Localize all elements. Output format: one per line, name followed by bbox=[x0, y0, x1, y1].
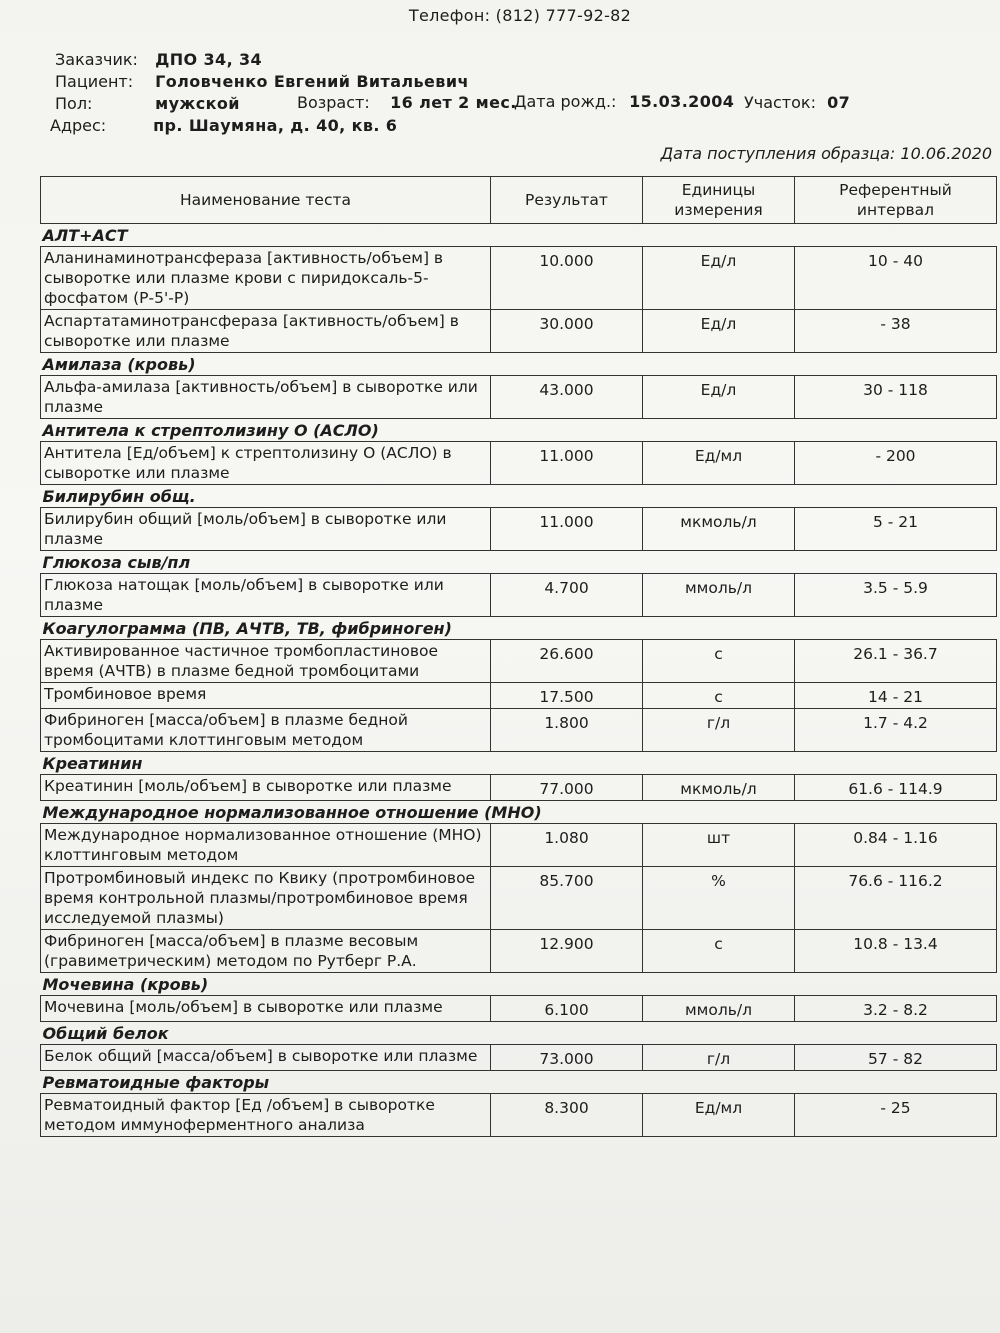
col-unit-header: Единицы измерения bbox=[643, 177, 795, 224]
result-cell: 10.000 bbox=[491, 247, 643, 310]
address-value: пр. Шаумяна, д. 40, кв. 6 bbox=[153, 116, 398, 135]
group-title: Антитела к стрептолизину О (АСЛО) bbox=[41, 419, 997, 442]
table-row bbox=[41, 247, 997, 310]
dob-value: 15.03.2004 bbox=[629, 92, 735, 111]
unit-cell: с bbox=[643, 683, 795, 709]
test-name-cell: Ревматоидный фактор [Ед /объем] в сыворотке методом иммуноферментного анализа bbox=[41, 1094, 491, 1137]
district-value: 07 bbox=[827, 93, 851, 112]
table-row bbox=[41, 709, 997, 752]
test-name-cell: Активированное частичное тромбопластиновое время (АЧТВ) в плазме бедной тромбоцитами bbox=[41, 640, 491, 683]
address-row bbox=[50, 116, 397, 135]
result-cell: 8.300 bbox=[491, 1094, 643, 1137]
reference-cell: 57 - 82 bbox=[795, 1045, 997, 1071]
test-name-cell: Мочевина [моль/объем] в сыворотке или плазме bbox=[41, 996, 491, 1022]
reference-cell: 10 - 40 bbox=[795, 247, 997, 310]
test-name-cell: Аспартатаминотрансфераза [активность/объем] в сыворотке или плазме bbox=[41, 310, 491, 353]
unit-cell: г/л bbox=[643, 709, 795, 752]
patient-label: Пациент: bbox=[55, 72, 134, 91]
lab-phone: Телефон: (812) 777-92-82 bbox=[408, 6, 632, 25]
reference-cell: 26.1 - 36.7 bbox=[795, 640, 997, 683]
reference-cell: - 200 bbox=[795, 442, 997, 485]
reference-cell: 61.6 - 114.9 bbox=[795, 775, 997, 801]
results-table bbox=[40, 176, 997, 1137]
group-title: Общий белок bbox=[41, 1022, 997, 1045]
table-row bbox=[41, 508, 997, 551]
result-cell: 30.000 bbox=[491, 310, 643, 353]
dob-label: Дата рожд.: bbox=[514, 92, 617, 111]
group-header-row bbox=[41, 801, 997, 824]
reference-cell: - 38 bbox=[795, 310, 997, 353]
test-name-cell: Антитела [Ед/объем] к стрептолизину О (АСЛО) в сыворотке или плазме bbox=[41, 442, 491, 485]
result-cell: 12.900 bbox=[491, 930, 643, 973]
unit-cell: % bbox=[643, 867, 795, 930]
result-cell: 26.600 bbox=[491, 640, 643, 683]
result-cell: 11.000 bbox=[491, 442, 643, 485]
table-row bbox=[41, 867, 997, 930]
test-name-cell: Фибриноген [масса/объем] в плазме бедной тромбоцитами клоттинговым методом bbox=[41, 709, 491, 752]
reference-cell: 0.84 - 1.16 bbox=[795, 824, 997, 867]
group-header-row bbox=[41, 752, 997, 775]
unit-cell: с bbox=[643, 640, 795, 683]
result-cell: 6.100 bbox=[491, 996, 643, 1022]
result-cell: 43.000 bbox=[491, 376, 643, 419]
result-cell: 1.800 bbox=[491, 709, 643, 752]
group-header-row bbox=[41, 617, 997, 640]
table-row bbox=[41, 640, 997, 683]
unit-cell: Ед/л bbox=[643, 310, 795, 353]
reference-cell: 10.8 - 13.4 bbox=[795, 930, 997, 973]
unit-cell: ммоль/л bbox=[643, 996, 795, 1022]
test-name-cell: Альфа-амилаза [активность/объем] в сыворотке или плазме bbox=[41, 376, 491, 419]
unit-cell: с bbox=[643, 930, 795, 973]
reference-cell: 3.2 - 8.2 bbox=[795, 996, 997, 1022]
result-cell: 17.500 bbox=[491, 683, 643, 709]
result-cell: 11.000 bbox=[491, 508, 643, 551]
result-cell: 77.000 bbox=[491, 775, 643, 801]
age-label: Возраст: bbox=[297, 93, 370, 112]
group-header-row bbox=[41, 419, 997, 442]
group-header-row bbox=[41, 1022, 997, 1045]
group-title: Международное нормализованное отношение (МНО) bbox=[41, 801, 997, 824]
result-cell: 73.000 bbox=[491, 1045, 643, 1071]
reference-cell: 5 - 21 bbox=[795, 508, 997, 551]
customer-label: Заказчик: bbox=[55, 50, 138, 69]
group-header-row bbox=[41, 485, 997, 508]
test-name-cell: Тромбиновое время bbox=[41, 683, 491, 709]
sex-value: мужской bbox=[155, 94, 240, 113]
table-row bbox=[41, 775, 997, 801]
group-title: Глюкоза сыв/пл bbox=[41, 551, 997, 574]
table-row bbox=[41, 376, 997, 419]
results-body bbox=[41, 224, 997, 1137]
sex-label: Пол: bbox=[55, 94, 93, 113]
group-title: Ревматоидные факторы bbox=[41, 1071, 997, 1094]
reference-cell: 76.6 - 116.2 bbox=[795, 867, 997, 930]
group-header-row bbox=[41, 353, 997, 376]
address-label: Адрес: bbox=[50, 116, 107, 135]
dob-block bbox=[514, 92, 734, 111]
test-name-cell: Креатинин [моль/объем] в сыворотке или плазме bbox=[41, 775, 491, 801]
unit-cell: Ед/мл bbox=[643, 442, 795, 485]
test-name-cell: Международное нормализованное отношение (МНО) клоттинговым методом bbox=[41, 824, 491, 867]
result-cell: 85.700 bbox=[491, 867, 643, 930]
age-value: 16 лет 2 мес. bbox=[390, 93, 517, 112]
reference-cell: - 25 bbox=[795, 1094, 997, 1137]
table-row bbox=[41, 824, 997, 867]
table-row bbox=[41, 996, 997, 1022]
district-label: Участок: bbox=[744, 93, 816, 112]
table-row bbox=[41, 310, 997, 353]
test-name-cell: Фибриноген [масса/объем] в плазме весовым (гравиметрическим) методом по Рутберг Р.А. bbox=[41, 930, 491, 973]
group-title: Креатинин bbox=[41, 752, 997, 775]
group-title: Билирубин общ. bbox=[41, 485, 997, 508]
result-cell: 1.080 bbox=[491, 824, 643, 867]
result-cell: 4.700 bbox=[491, 574, 643, 617]
unit-cell: шт bbox=[643, 824, 795, 867]
age-block bbox=[297, 93, 517, 112]
reference-cell: 14 - 21 bbox=[795, 683, 997, 709]
test-name-cell: Билирубин общий [моль/объем] в сыворотке или плазме bbox=[41, 508, 491, 551]
group-title: АЛТ+АСТ bbox=[41, 224, 997, 247]
table-row bbox=[41, 683, 997, 709]
group-title: Амилаза (кровь) bbox=[41, 353, 997, 376]
patient-name: Головченко Евгений Витальевич bbox=[155, 72, 469, 91]
group-header-row bbox=[41, 551, 997, 574]
group-header-row bbox=[41, 973, 997, 996]
group-header-row bbox=[41, 1071, 997, 1094]
table-row bbox=[41, 574, 997, 617]
reference-cell: 30 - 118 bbox=[795, 376, 997, 419]
unit-cell: ммоль/л bbox=[643, 574, 795, 617]
test-name-cell: Глюкоза натощак [моль/объем] в сыворотке или плазме bbox=[41, 574, 491, 617]
test-name-cell: Аланинаминотрансфераза [активность/объем] в сыворотке или плазме крови с пиридоксаль-5-фосфатом (Р-5'-Р) bbox=[41, 247, 491, 310]
patient-row bbox=[55, 72, 469, 91]
table-row bbox=[41, 1045, 997, 1071]
col-ref-header: Референтный интервал bbox=[795, 177, 997, 224]
sample-received-date: Дата поступления образца: 10.06.2020 bbox=[660, 144, 992, 163]
customer-value: ДПО 34, 34 bbox=[155, 50, 263, 69]
col-result-header: Результат bbox=[491, 177, 643, 224]
table-header-row bbox=[41, 177, 997, 224]
table-row bbox=[41, 930, 997, 973]
group-header-row bbox=[41, 224, 997, 247]
district-block bbox=[744, 93, 850, 112]
customer-row bbox=[55, 50, 262, 69]
unit-cell: Ед/мл bbox=[643, 1094, 795, 1137]
col-test-header: Наименование теста bbox=[41, 177, 491, 224]
group-title: Мочевина (кровь) bbox=[41, 973, 997, 996]
unit-cell: мкмоль/л bbox=[643, 775, 795, 801]
sex-row bbox=[55, 94, 240, 113]
unit-cell: г/л bbox=[643, 1045, 795, 1071]
table-row bbox=[41, 1094, 997, 1137]
test-name-cell: Белок общий [масса/объем] в сыворотке или плазме bbox=[41, 1045, 491, 1071]
unit-cell: мкмоль/л bbox=[643, 508, 795, 551]
unit-cell: Ед/л bbox=[643, 376, 795, 419]
unit-cell: Ед/л bbox=[643, 247, 795, 310]
test-name-cell: Протромбиновый индекс по Квику (протромбиновое время контрольной плазмы/протромбиновое время исследуемой плазмы) bbox=[41, 867, 491, 930]
group-title: Коагулограмма (ПВ, АЧТВ, ТВ, фибриноген) bbox=[41, 617, 997, 640]
reference-cell: 1.7 - 4.2 bbox=[795, 709, 997, 752]
reference-cell: 3.5 - 5.9 bbox=[795, 574, 997, 617]
table-row bbox=[41, 442, 997, 485]
